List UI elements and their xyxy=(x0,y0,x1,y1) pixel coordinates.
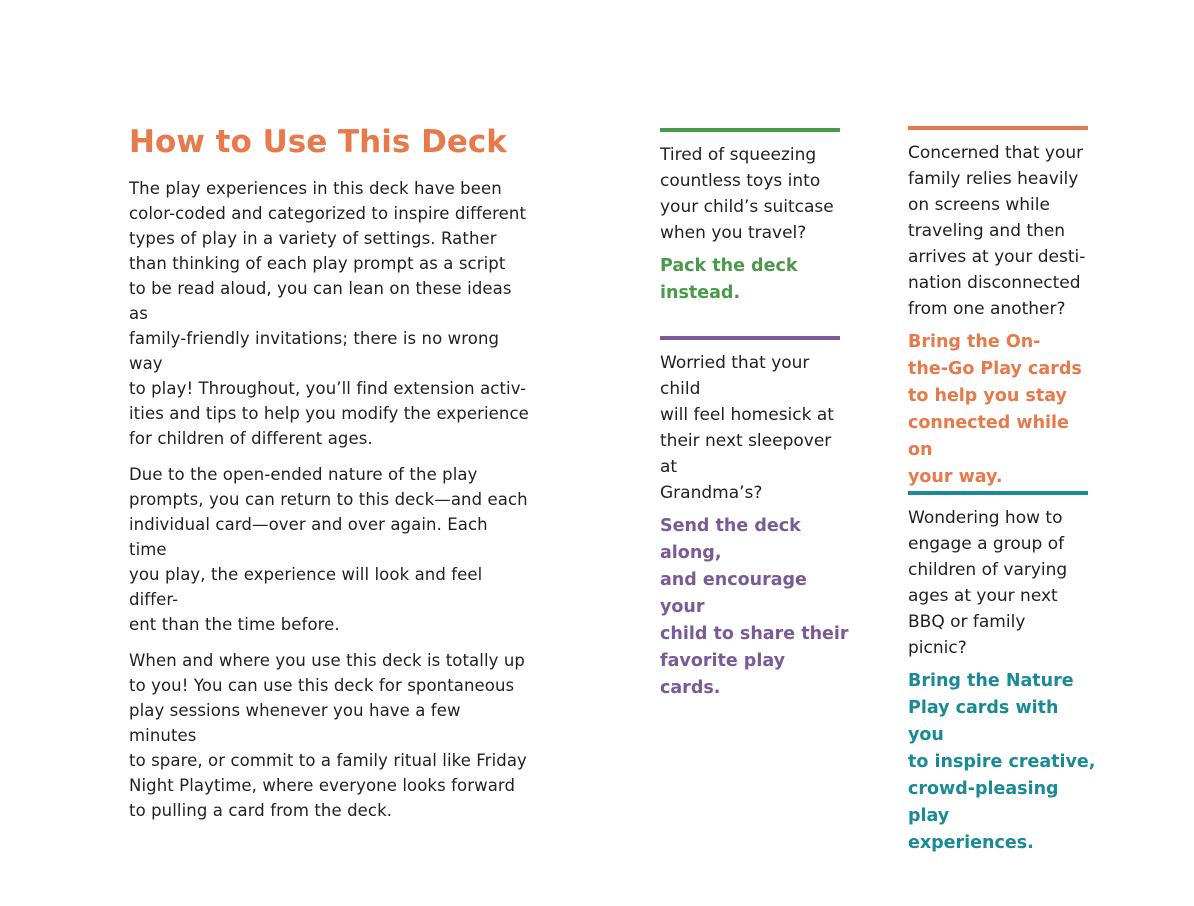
callout-sleepover xyxy=(660,336,850,702)
callout-screens xyxy=(908,126,1098,491)
callout-answer: Bring the On- the-Go Play cards to help you stay connected while on your way. xyxy=(908,332,1082,487)
callout-rule xyxy=(908,491,1088,495)
callout-rule xyxy=(660,336,840,340)
callout-answer: Pack the deck instead. xyxy=(660,256,798,303)
intro-paragraph-2: Due to the open-ended nature of the play prompts, you can return to this deck—and each individual card—over and over again. Each time you play, the experience will look and feel differ- ent than the time before. xyxy=(129,465,528,634)
callout-question: Wondering how to engage a group of children of varying ages at your next BBQ or family picnic? xyxy=(908,508,1068,658)
callout-picnic xyxy=(908,491,1098,857)
page-title: How to Use This Deck xyxy=(129,124,507,160)
callout-rule xyxy=(660,128,840,132)
callout-question: Concerned that your family relies heavily on screens while traveling and then arrives at your desti- nation disconnected from one another? xyxy=(908,143,1086,319)
callout-rule xyxy=(908,126,1088,130)
callout-answer: Send the deck along, and encourage your child to share their favorite play cards. xyxy=(660,516,849,698)
callout-question: Tired of squeezing countless toys into your child’s suitcase when you travel? xyxy=(660,145,834,243)
callout-suitcase xyxy=(660,128,850,307)
intro-paragraph-3: When and where you use this deck is totally up to you! You can use this deck for spontaneous play sessions whenever you have a few minutes to spare, or commit to a family ritual like Friday Night Playtime, where everyone looks forward to pulling a card from the deck. xyxy=(129,651,527,820)
callout-answer: Bring the Nature Play cards with you to inspire creative, crowd-pleasing play experiences. xyxy=(908,671,1096,853)
intro-section xyxy=(129,122,529,834)
intro-paragraph-1: The play experiences in this deck have been color-coded and categorized to inspire different types of play in a variety of settings. Rather than thinking of each play prompt as a script to be read aloud, you can lean on these ideas as family-friendly invitations; there is no wrong way to play! Throughout, you’ll find extension activ- ities and tips to help you modify the experience for children of different ages. xyxy=(129,179,529,448)
callout-question: Worried that your child will feel homesick at their next sleepover at Grandma’s? xyxy=(660,353,834,503)
